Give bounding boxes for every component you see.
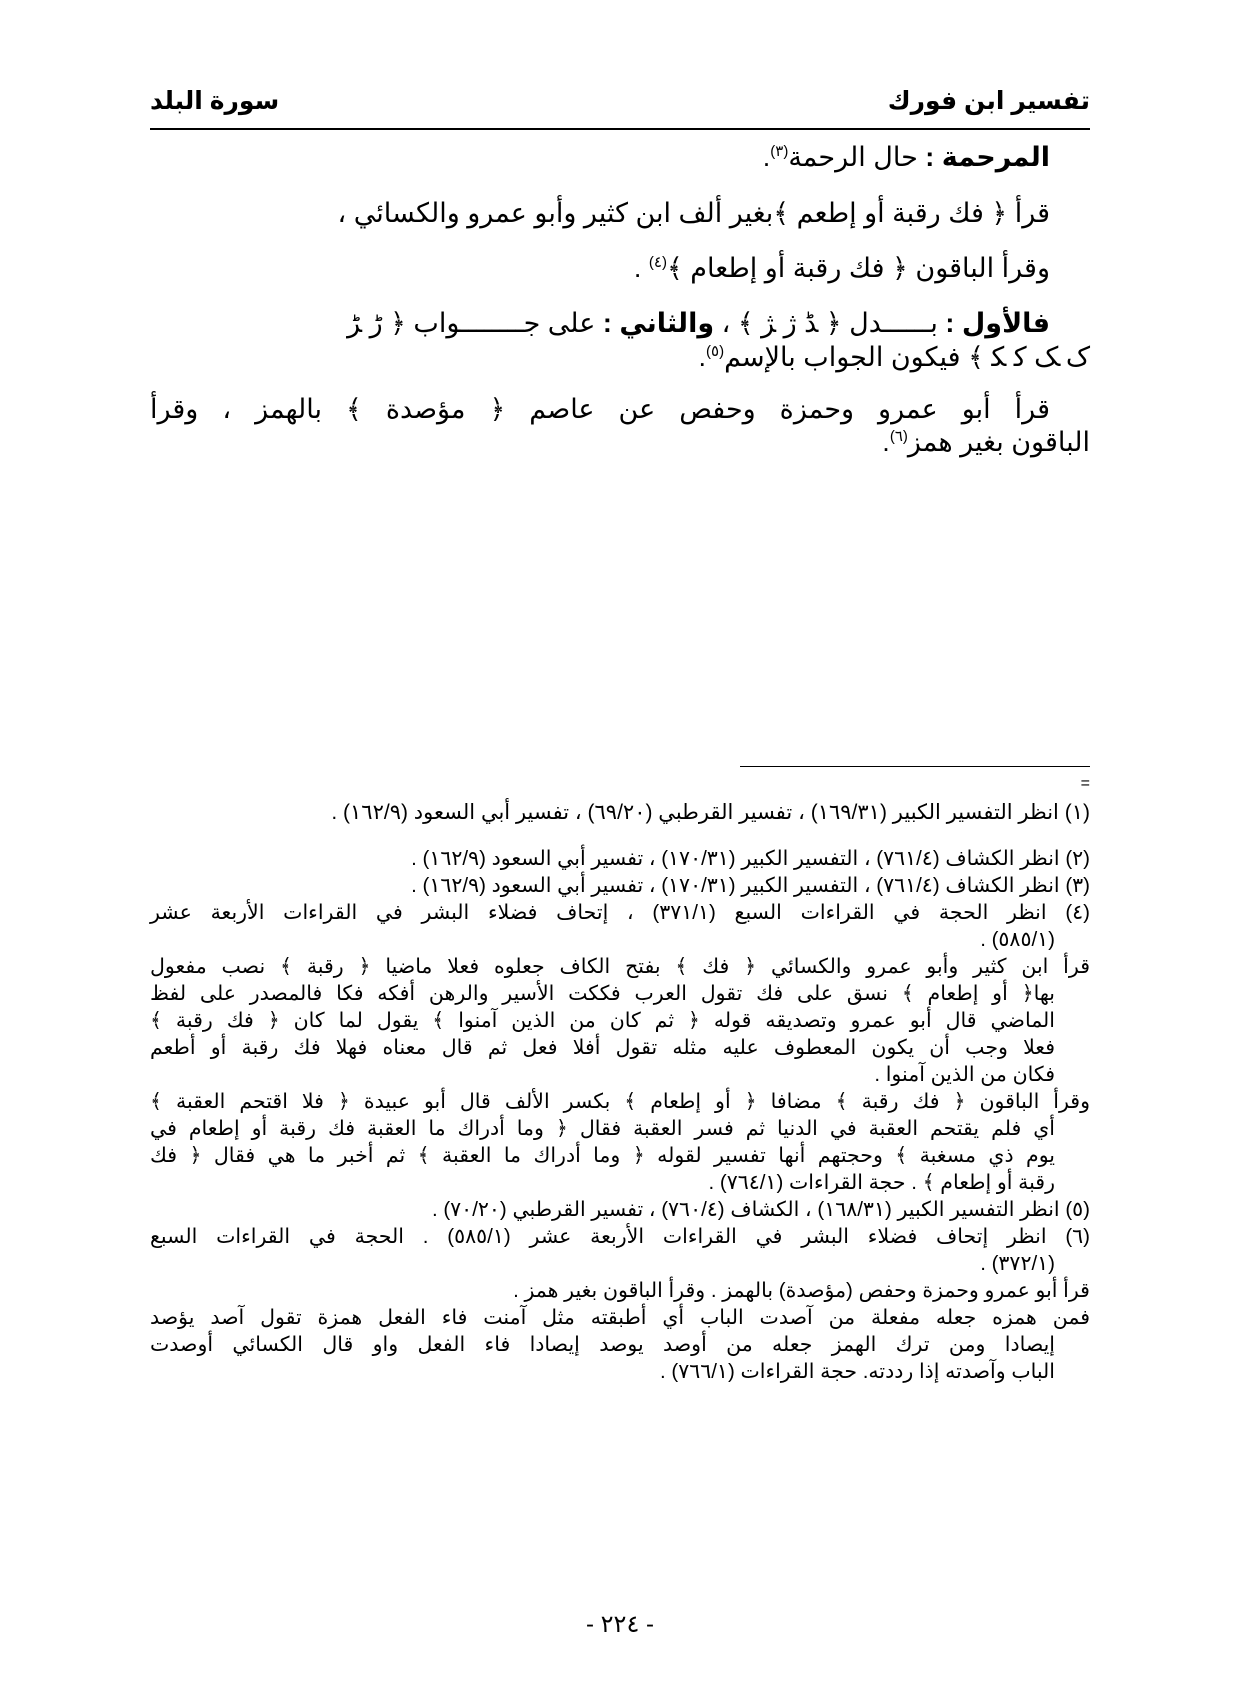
footnote-ref: (٣) — [770, 143, 789, 160]
continuation-marker: = — [1080, 775, 1090, 792]
footnote-line: فعلا وجب أن يكون المعطوف عليه مثله تقول أفلا فعل ثم قال معناه فهلا فك رقبة أو أطعم — [150, 1036, 1055, 1059]
footnote-line: رقبة أو إطعام ﴾ . حجة القراءات (٧٦٤/١) . — [708, 1171, 1055, 1194]
text: الباقون بغير همز — [907, 427, 1090, 457]
page-number: - ٢٢٤ - — [585, 1611, 654, 1638]
footnote-line: وقرأ الباقون ﴿ فك رقبة ﴾ مضافا ﴿ أو إطعام ﴾ بكسر الألف قال أبو عبيدة ﴿ فلا اقتحم العقبة ﴾ — [150, 1090, 1090, 1113]
body-paragraph-4 — [347, 308, 1050, 339]
header-rule — [150, 128, 1090, 130]
footnote-line: (٥) انظر التفسير الكبير (١٦٨/٣١) ، الكشاف (٧٦٠/٤) ، تفسير القرطبي (٧٠/٢٠) . — [431, 1198, 1090, 1221]
text: وقرأ الباقون ﴿ فك رقبة أو إطعام ﴾ — [666, 253, 1050, 283]
footnote-ref: (٦) — [889, 428, 908, 445]
footnote-line: الماضي قال أبو عمرو وتصديقه قوله ﴿ ثم كان من الذين آمنوا ﴾ يقول لما كان ﴿ فك رقبة ﴾ — [150, 1009, 1055, 1032]
term: المرحمة : — [925, 142, 1050, 172]
footnote-line: (٣) انظر الكشاف (٧٦١/٤) ، التفسير الكبير (١٧٠/٣١) ، تفسير أبي السعود (١٦٢/٩) . — [411, 874, 1090, 897]
body-paragraph-6-line-2: الباقون بغير همز$^{(٦)}$. — [882, 427, 1090, 457]
footnote-line: فكان من الذين آمنوا . — [874, 1063, 1055, 1086]
text: على جــــــــواب ﴿ ﮌ ﮍ — [347, 308, 603, 338]
footnote-line: الباب وآصدته إذا رددته. حجة القراءات (٧٦٦/١) . — [659, 1360, 1055, 1383]
body-paragraph-2: قرأ ﴿ فك رقبة أو إطعم ﴾بغير ألف ابن كثير وأبو عمرو والكسائي ، — [337, 198, 1050, 228]
footnote-line: يوم ذي مسغبة ﴾ وحجتهم أنها تفسير لقوله ﴿ وما أدراك ما العقبة ﴾ ثم أخبر ما هي فقال ﴿ فك — [150, 1144, 1055, 1167]
footnote-line: (٥٨٥/١) . — [980, 928, 1055, 951]
text: حال الرحمة — [788, 142, 926, 172]
footnote-line: إيصادا ومن ترك الهمز جعله من أوصد يوصد إيصادا فاء الفعل واو قال الكسائي أوصدت — [150, 1333, 1055, 1356]
footnote-line: (٦) انظر إتحاف فضلاء البشر في القراءات الأربعة عشر (٥٨٥/١) . الحجة في القراءات السبع — [150, 1225, 1090, 1248]
footnote-line: (٣٧٢/١) . — [980, 1252, 1055, 1275]
footnote-line: (١) انظر التفسير الكبير (١٦٩/٣١) ، تفسير القرطبي (٦٩/٢٠) ، تفسير أبي السعود (١٦٢/٩) . — [331, 801, 1090, 824]
footnote-line: قرأ أبو عمرو وحمزة وحفص (مؤصدة) بالهمز . وقرأ الباقون بغير همز . — [513, 1279, 1090, 1302]
term: والثاني : — [602, 308, 715, 338]
footnote-line: فمن همزه جعله مفعلة من آصدت الباب أي أطبقته مثل آمنت فاء الفعل همزة تقول آصد يؤصد — [150, 1306, 1090, 1329]
body-paragraph-6-line-1: قرأ أبو عمرو وحمزة وحفص عن عاصم ﴿ مؤصدة ﴾ بالهمز ، وقرأ — [150, 394, 1050, 424]
footnote-line: قرأ ابن كثير وأبو عمرو والكسائي ﴿ فك ﴾ بفتح الكاف جعلوه فعلا ماضيا ﴿ رقبة ﴾ نصب مفعول — [150, 955, 1090, 978]
running-header-book-title: تفسير ابن فورك — [887, 87, 1090, 115]
footnote-line: (٢) انظر الكشاف (٧٦١/٤) ، التفسير الكبير (١٧٠/٣١) ، تفسير أبي السعود (١٦٢/٩) . — [411, 847, 1090, 870]
footnote-line: بها﴿ أو إطعام ﴾ نسق على فك تقول العرب فككت الأسير والرهن أفكه فكا فالمصدر على لفظ — [150, 982, 1055, 1005]
footnote-ref: (٤) — [648, 254, 667, 271]
footnote-ref: (٥) — [706, 343, 725, 360]
text: ﮎ ﮏ ﮐ ﮑ ﴾ فيكون الجواب بالإسم — [724, 342, 1090, 372]
body-paragraph-5: ﮎ ﮏ ﮐ ﮑ ﴾ فيكون الجواب بالإسم$^{(٥)}$. — [698, 342, 1090, 372]
body-paragraph-3: وقرأ الباقون ﴿ فك رقبة أو إطعام ﴾$^{(٤)}$ . — [633, 253, 1050, 283]
running-header-surah-title: سورة البلد — [150, 87, 280, 115]
body-paragraph-1: المرحمة : حال الرحمة$^{(٣)}$. — [762, 142, 1050, 172]
term: فالأول : — [945, 308, 1050, 338]
footnote-line: (٤) انظر الحجة في القراءات السبع (٣٧١/١) ، إتحاف فضلاء البشر في القراءات الأربعة عشر — [150, 901, 1090, 924]
footnote-line: أي فلم يقتحم العقبة في الدنيا ثم فسر العقبة فقال ﴿ وما أدراك ما العقبة فك رقبة أو إطعام في — [150, 1117, 1055, 1140]
footnote-separator — [740, 766, 1090, 767]
text: بــــــدل ﴿ ﮉ ﮊ ﮋ ﴾ ، — [714, 308, 946, 338]
